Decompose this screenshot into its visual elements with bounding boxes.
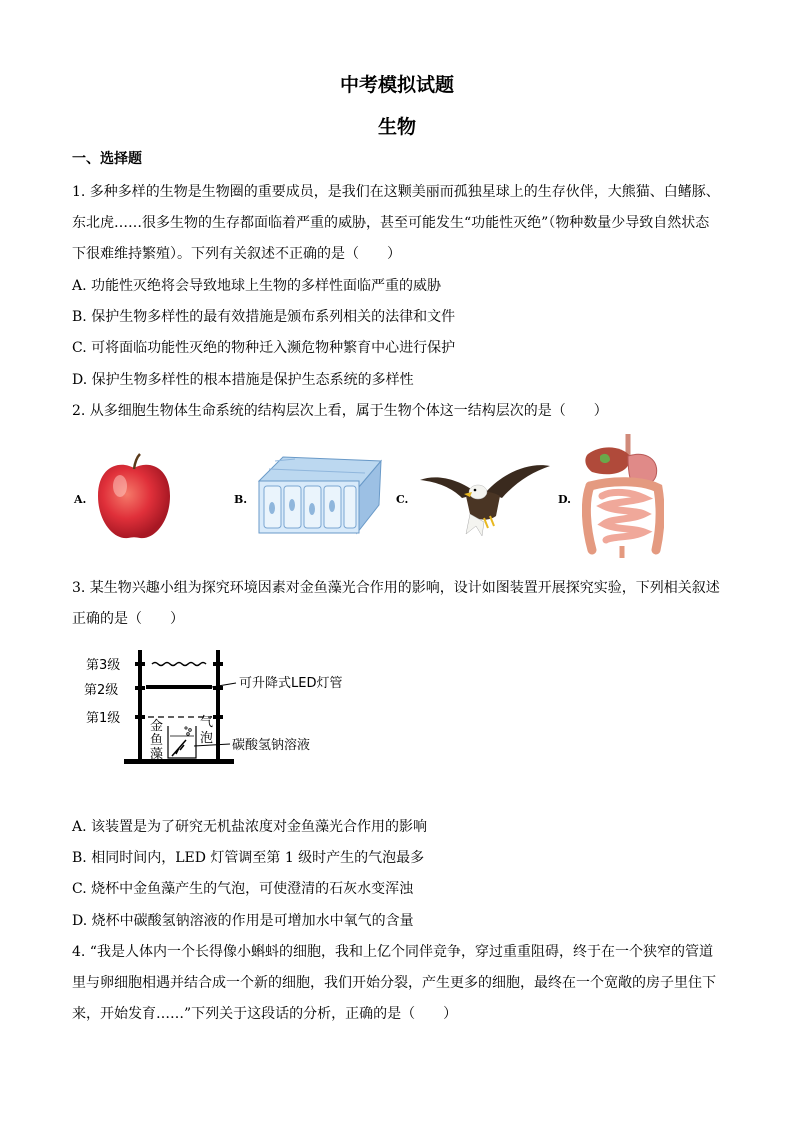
q3-line-1: 3. 某生物兴趣小组为探究环境因素对金鱼藻光合作用的影响，设计如图装置开展探究实验，下列相关叙述 — [72, 580, 720, 596]
q3-option-d: D. 烧杯中碳酸氢钠溶液的作用是可增加水中氧气的含量 — [72, 913, 414, 929]
eagle-image — [418, 456, 552, 538]
q1-option-a: A. 功能性灭绝将会导致地球上生物的多样性面临严重的威胁 — [72, 278, 442, 294]
lamp-label: 可升降式LED灯管 — [239, 676, 343, 691]
q1-line-2: 东北虎……很多生物的生存都面临着严重的威胁，甚至可能发生“功能性灭绝”（物种数量少导致自然状态 — [72, 215, 710, 231]
tissue-image — [255, 453, 383, 535]
q1-option-c: C. 可将面临功能性灭绝的物种迁入濒危物种繁育中心进行保护 — [72, 340, 456, 356]
q1-option-b: B. 保护生物多样性的最有效措施是颁布系列相关的法律和文件 — [72, 309, 456, 325]
q1-option-d: D. 保护生物多样性的根本措施是保护生态系统的多样性 — [72, 372, 414, 388]
q3-option-b: B. 相同时间内，LED 灯管调至第 1 级时产生的气泡最多 — [72, 850, 425, 866]
bubble-label-char-2: 泡 — [200, 731, 214, 746]
plant-label-char-1: 金 — [150, 719, 164, 734]
q3-line-2: 正确的是（ ） — [72, 611, 184, 627]
section-heading: 一、选择题 — [72, 151, 142, 167]
q1-line-3: 下很难维持繁殖）。下列有关叙述不正确的是（ ） — [72, 246, 401, 262]
q2-stem: 2. 从多细胞生物体生命系统的结构层次上看，属于生物个体这一结构层次的是（ ） — [72, 403, 608, 419]
plant-label-char-2: 鱼 — [150, 733, 164, 748]
subject-title: 生物 — [377, 116, 416, 138]
digestive-system-image — [582, 432, 664, 560]
q2-option-d-label: D. — [558, 493, 571, 506]
q4-line-2: 里与卵细胞相遇并结合成一个新的细胞，我们开始分裂，产生更多的细胞，最终在一个宽敞的房子里住下 — [72, 975, 716, 991]
q3-option-a: A. 该装置是为了研究无机盐浓度对金鱼藻光合作用的影响 — [72, 819, 428, 835]
level-2-label: 第2级 — [84, 683, 119, 698]
level-3-label: 第3级 — [86, 658, 121, 673]
level-1-label: 第1级 — [86, 711, 121, 726]
q4-line-1: 4. “我是人体内一个长得像小蝌蚪的细胞，我和上亿个同伴竞争，穿过重重阻碍，终于在一个狭窄的管道 — [72, 944, 713, 960]
q2-option-b-label: B. — [234, 493, 248, 506]
exam-title: 中考模拟试题 — [339, 74, 454, 96]
q2-option-a-label: A. — [74, 493, 87, 506]
apple-image — [92, 452, 176, 542]
q4-line-3: 来，开始发育……”下列关于这段话的分析，正确的是（ ） — [72, 1006, 458, 1022]
experiment-apparatus-diagram — [80, 644, 380, 774]
plant-label-char-3: 藻 — [150, 747, 164, 762]
q2-option-c-label: C. — [396, 493, 409, 506]
q3-option-c: C. 烧杯中金鱼藻产生的气泡，可使澄清的石灰水变浑浊 — [72, 881, 414, 897]
q1-line-1: 1. 多种多样的生物是生物圈的重要成员，是我们在这颗美丽而孤独星球上的生存伙伴，大熊猫、白鳍豚、 — [72, 184, 720, 200]
solution-label: 碳酸氢钠溶液 — [232, 738, 311, 753]
bubble-label-char-1: 气 — [200, 715, 214, 730]
